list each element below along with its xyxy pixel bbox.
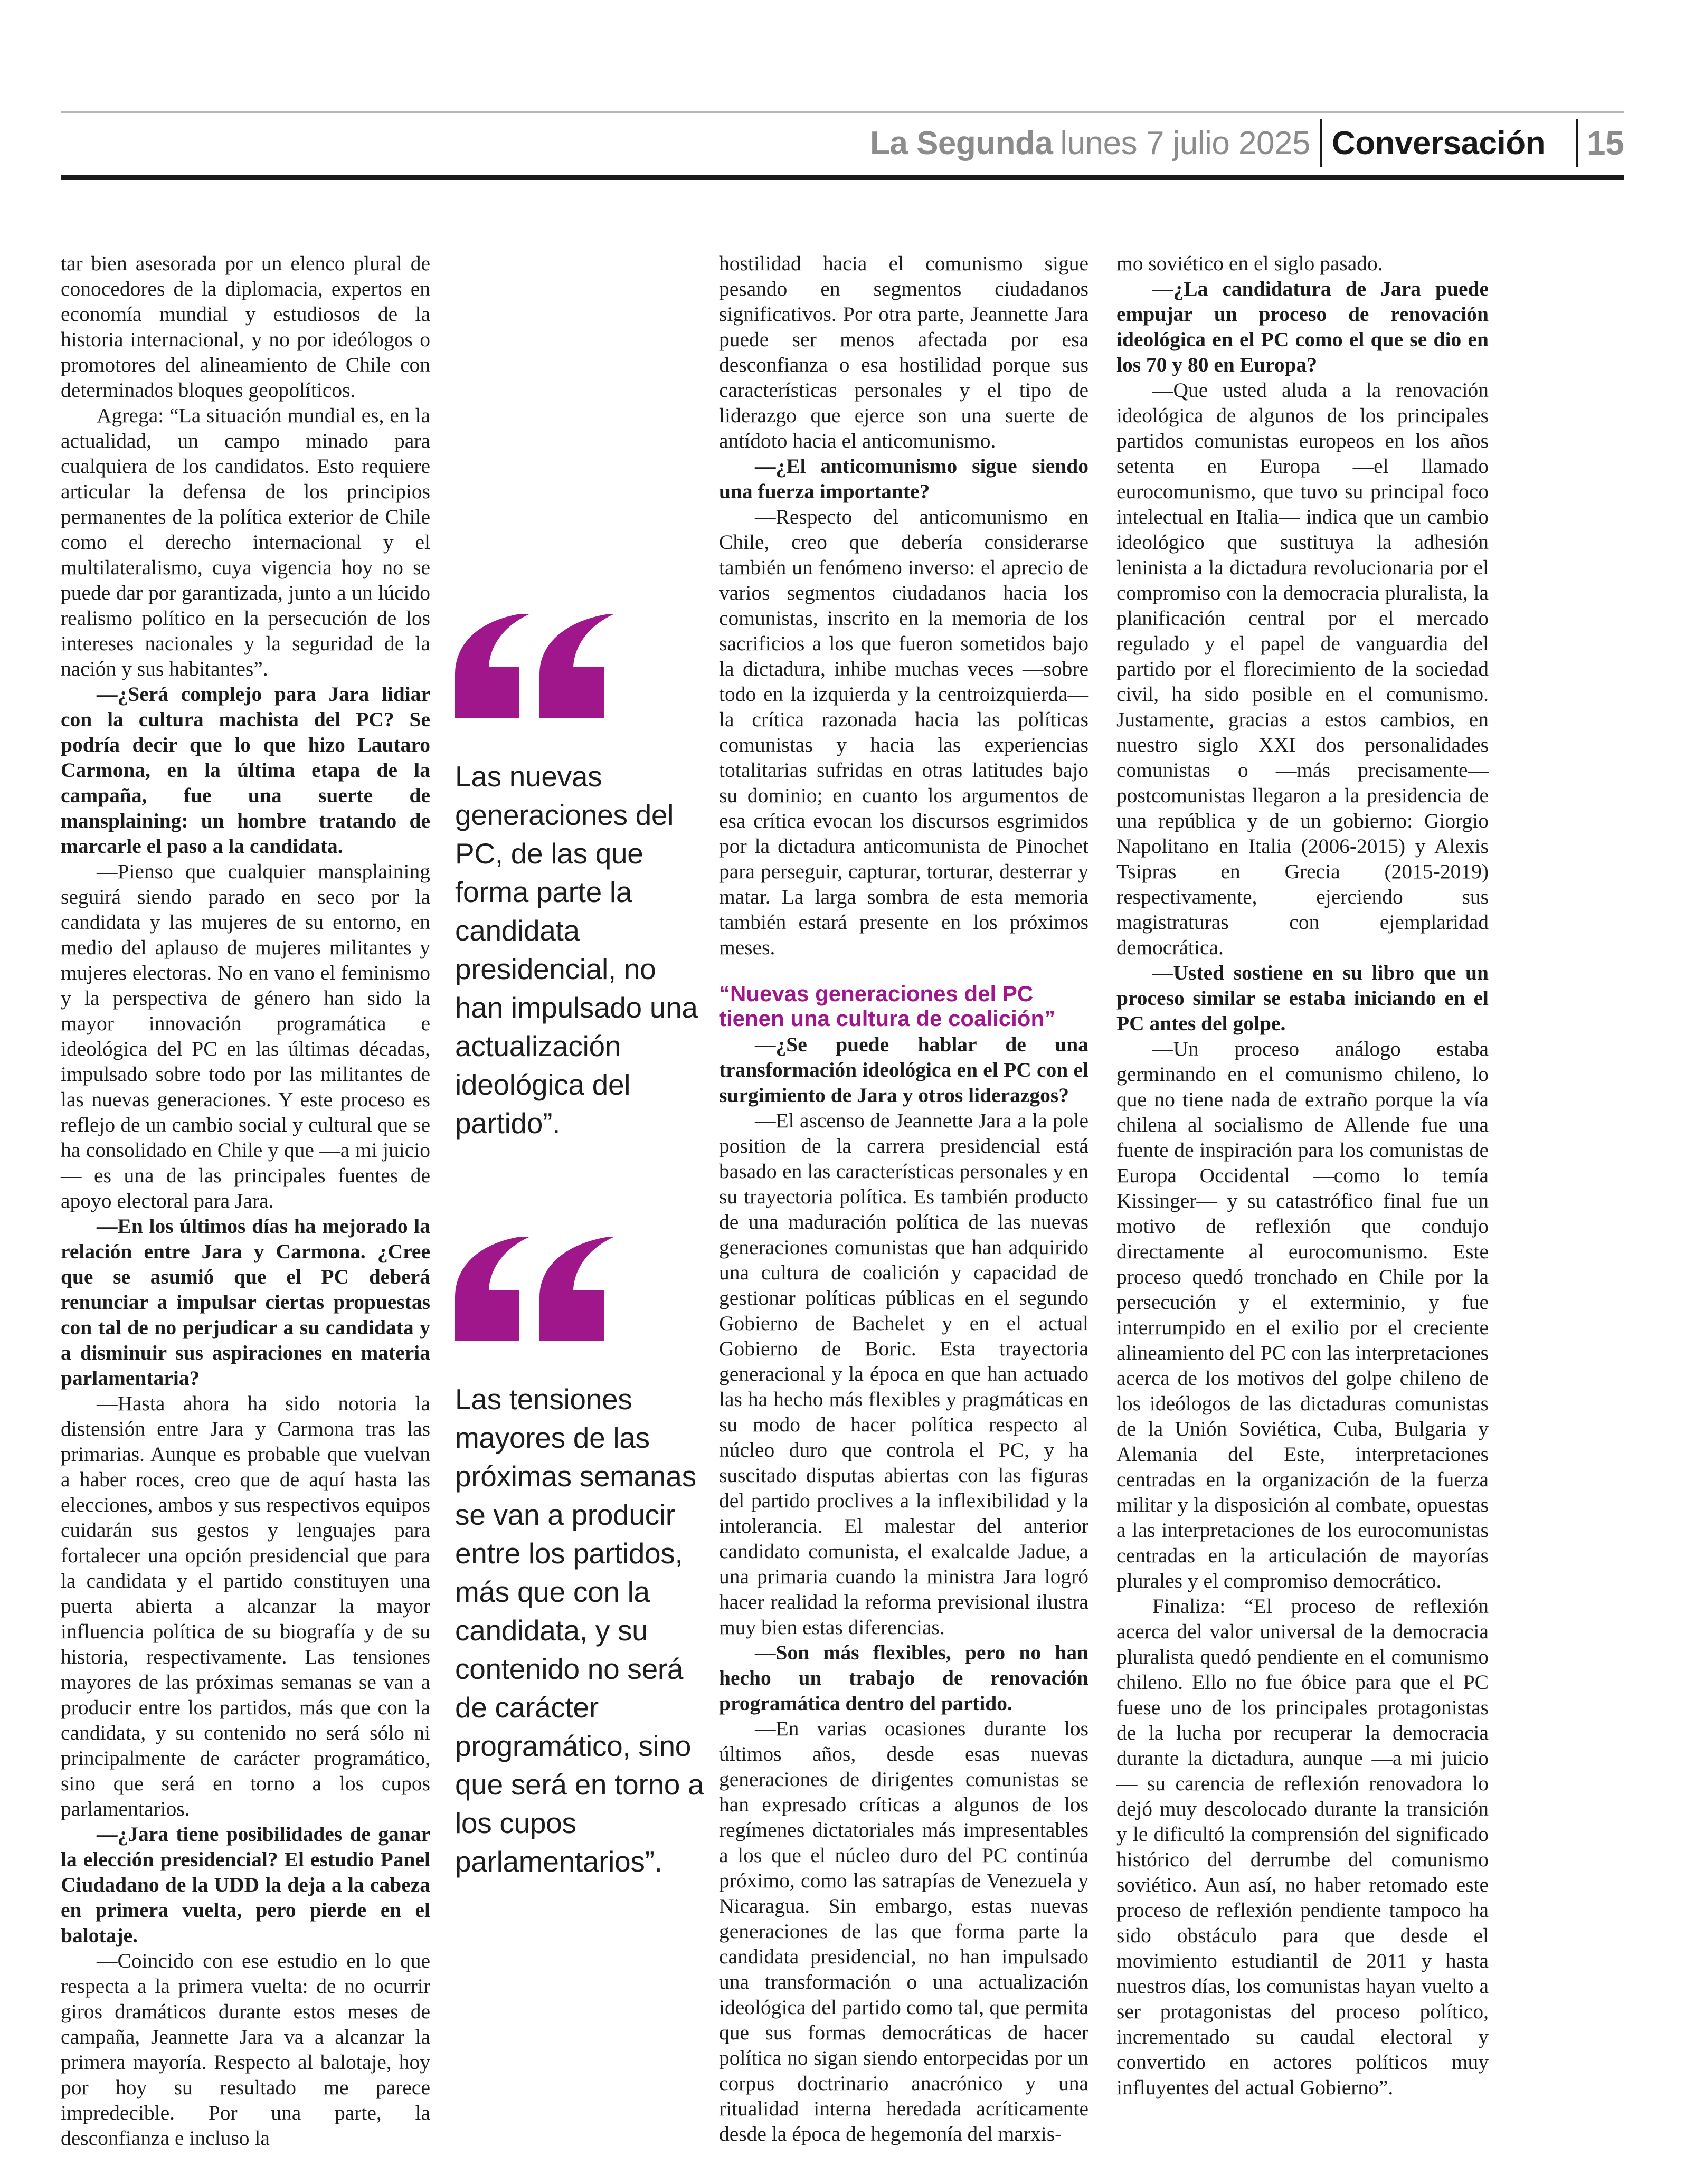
- paragraph: —El ascenso de Jeannette Jara a la pole position de la carrera presidencial está basado en las características personales y en su trayectoria política. Es también producto de una maduración política de las nuevas generaciones comunistas que han adquirido una cultura de coalición y capacidad de gestionar políticas públicas en el segundo Gobierno de Bachelet y en el actual Gobierno de Boric. Esta trayectoria generacional y la época en que han actuado las ha hecho más flexibles y pragmáticas en su modo de hacer política respecto al núcleo duro que controla el PC, y ha suscitado disputas abiertas con las figuras del partido proclives a la inflexibilidad y la intolerancia. El malestar del anterior candidato comunista, el exalcalde Jadue, a una primaria cuando la ministra Jara logró hacer realidad la reforma previsional ilustra muy bien estas diferencias.: [719, 1109, 1088, 1639]
- header-top-rule: [61, 111, 1624, 113]
- article-column-2: [719, 251, 1088, 2145]
- paragraph: —Que usted aluda a la renovación ideológica de algunos de los principales partidos comunistas europeos en los años setenta en Europa —el llamado eurocomunismo, que tuvo su principal foco intelectual en Italia— indica que un cambio ideológico que sustituya la adhesión leninista a la dictadura revolucionaria por el compromiso con la democracia pluralista, la planificación central por el mercado regulado y el papel de vanguardia del partido por el florecimiento de la sociedad civil, ha sido posible en el comunismo. Justamente, gracias a estos cambios, en nuestro siglo XXI dos personalidades comunistas o —más precisamente— postcomunistas llegaron a la presidencia de una república y de un gobierno: Giorgio Napolitano en Italia (2006-2015) y Alexis Tsipras en Grecia (2015-2019) respectivamente, ejerciendo sus magistraturas con ejemplaridad democrática.: [1116, 378, 1489, 959]
- paragraph: tar bien asesorada por un elenco plural de conocedores de la diplomacia, expertos en economía mundial y estudiosos de la historia internacional, y no por ideólogos o promotores del alineamiento de Chile con determinados bloques geopolíticos.: [61, 252, 430, 402]
- interview-question: —Son más flexibles, pero no han hecho un trabajo de renovación programática dentro del partido.: [719, 1641, 1088, 1715]
- page-number-divider: [1576, 119, 1578, 167]
- paragraph: —En varias ocasiones durante los últimos años, desde esas nuevas generaciones de dirigentes comunistas se han expresado críticas a algunos de los regímenes dictatoriales más impresentables a los que el núcleo duro del PC continúa próximo, como las satrapías de Venezuela y Nicaragua. Sin embargo, estas nuevas generaciones de las que forma parte la candidata presidencial, no han impulsado una transformación o una actualización ideológica del partido como tal, que permita que sus formas democráticas de hacer política no sigan siendo entorpecidas por un corpus doctrinario anacrónico y una ritualidad interna heredada acríticamente desde la época de hegemonía del marxis-: [719, 1717, 1088, 2145]
- interview-question: —En los últimos días ha mejorado la relación entre Jara y Carmona. ¿Cree que se asumió que el PC deberá renunciar a impulsar ciertas propuestas con tal de no perjudicar a su candidata y a disminuir sus aspiraciones en materia parlamentaria?: [61, 1214, 430, 1390]
- paragraph: mo soviético en el siglo pasado.: [1116, 252, 1383, 275]
- paragraph: Finaliza: “El proceso de reflexión acerca del valor universal de la democracia pluralista quedó pendiente en el comunismo chileno. Ello no fue óbice para que el PC fuese uno de los principales protagonistas de la lucha por recuperar la democracia durante la dictadura, aunque —a mi juicio— su carencia de reflexión renovadora lo dejó muy descolocado durante la transición y le dificultó la comprensión del significado histórico del derrumbe del comunismo soviético. Aun así, no haber retomado este proceso de reflexión pendiente tampoco ha sido obstáculo para que desde el movimiento estudiantil de 2011 y hasta nuestros días, los comunistas hayan vuelto a ser protagonistas del proceso político, incrementado su caudal electoral y convertido en actores políticos muy influyentes del actual Gobierno”.: [1116, 1594, 1489, 2099]
- paragraph: —Pienso que cualquier mansplaining seguirá siendo parado en seco por la candidata y las mujeres de su entorno, en medio del aplauso de mujeres militantes y mujeres electoras. No en vano el feminismo y la perspectiva de género han sido la mayor innovación programática e ideológica del PC en las últimas décadas, impulsado sobre todo por las militantes de las nuevas generaciones. Y este proceso es reflejo de un cambio social y cultural que se ha consolidado en Chile y que —a mi juicio— es una de las principales fuentes de apoyo electoral para Jara.: [61, 860, 430, 1212]
- interview-question: —¿Jara tiene posibilidades de ganar la elección presidencial? El estudio Panel Ciudadano de la UDD la deja a la cabeza en primera vuelta, pero pierde en el balotaje.: [61, 1822, 430, 1947]
- interview-question: —¿Se puede hablar de una transformación ideológica en el PC con el surgimiento de Jara y otros liderazgos?: [719, 1033, 1088, 1107]
- page-number: 15: [1586, 124, 1624, 162]
- page-number-block: [1576, 117, 1624, 169]
- quote-mark-icon: [455, 612, 613, 718]
- interview-question: —¿Será complejo para Jara lidiar con la cultura machista del PC? Se podría decir que lo que hizo Lautaro Carmona, en la última etapa de la campaña, fue una suerte de mansplaining: un hombre tratando de marcarle el paso a la candidata.: [61, 682, 430, 858]
- paragraph: —Respecto del anticomunismo en Chile, creo que debería considerarse también un fenómeno inverso: el aprecio de varios segmentos ciudadanos hacia los comunistas, inscrito en la memoria de los sacrificios a los que fueron sometidos bajo la dictadura, inhibe muchas veces —sobre todo en la izquierda y la centroizquierda— la crítica razonada hacia las políticas comunistas y hacia las experiencias totalitarias sufridas en otras latitudes bajo su dominio; en cuanto los argumentos de esa crítica evocan los discursos esgrimidos por la dictadura anticomunista de Pinochet para perseguir, capturar, torturar, desterrar y matar. La larga sombra de esta memoria también estará presente en los próximos meses.: [719, 505, 1088, 959]
- paragraph: —Hasta ahora ha sido notoria la distensión entre Jara y Carmona tras las primarias. Aunque es probable que vuelvan a haber roces, creo que de aquí hasta las elecciones, ambos y sus respectivos equipos cuidarán sus gestos y lenguajes para fortalecer una opción presidencial que para la candidata y el partido constituyen una puerta abierta a alcanzar la mayor influencia política de su biografía y de su historia, respectivamente. Las tensiones mayores de las próximas semanas se van a producir entre los partidos, más que con la candidata, y su contenido no será sólo ni principalmente de carácter programático, sino que será en torno a los cupos parlamentarios.: [61, 1392, 430, 1820]
- header-bottom-rule: [61, 175, 1624, 180]
- masthead-divider: [1320, 119, 1322, 167]
- publication-name: La Segunda: [869, 125, 1053, 162]
- interview-question: —Usted sostiene en su libro que un proceso similar se estaba iniciando en el PC antes del golpe.: [1116, 961, 1489, 1035]
- pull-quote-text: Las tensiones mayores de las próximas semanas se van a producir entre los partidos, más que con la candidata, y su contenido no será de carácter programático, sino que será en torno a los cupos parlamentarios”.: [455, 1383, 704, 1878]
- pull-quote-1: [455, 612, 708, 1143]
- article-column-1: [61, 251, 430, 2150]
- masthead: [870, 117, 1545, 169]
- interview-question: —¿El anticomunismo sigue siendo una fuerza importante?: [719, 454, 1088, 503]
- interview-question: —¿La candidatura de Jara puede empujar un proceso de renovación ideológica en el PC como el que se dio en los 70 y 80 en Europa?: [1116, 277, 1489, 376]
- pull-quote-text: Las nuevas generaciones del PC, de las que forma parte la candidata presidencial, no han impulsado una actualización ideológica del partido”.: [455, 760, 698, 1140]
- paragraph: —Un proceso análogo estaba germinando en el comunismo chileno, lo que no tiene nada de extraño porque la vía chilena al socialismo de Allende fue una fuente de inspiración para los comunistas de Europa Occidental —como lo temía Kissinger— y su catastrófico final fue un motivo de reflexión que condujo directamente al eurocomunismo. Este proceso quedó tronchado en Chile por la persecución y el exterminio, y fue interrumpido en el exilio por el creciente alineamiento del PC con las interpretaciones acerca de los motivos del golpe chileno de los ideólogos de las dictaduras comunistas de la Unión Soviética, Cuba, Bulgaria y Alemania del Este, interpretaciones centradas en la organización de la fuerza militar y la disposición al combate, opuestas a las interpretaciones de los eurocomunistas centradas en la articulación de mayorías plurales y el compromiso democrático.: [1116, 1037, 1489, 1592]
- pull-quote-2: [455, 1235, 708, 1881]
- section-subheading: “Nuevas generaciones del PC tienen una cultura de coalición”: [719, 981, 1056, 1031]
- paragraph: Agrega: “La situación mundial es, en la actualidad, un campo minado para cualquiera de los candidatos. Esto requiere articular la defensa de los principios permanentes de la política exterior de Chile como el derecho internacional y el multilateralismo, cuya vigencia hoy no se puede dar por garantizada, junto a un lúcido realismo político en la persecución de los intereses nacionales y la seguridad de la nación y sus habitantes”.: [61, 404, 430, 680]
- article-column-3: [1116, 251, 1489, 2119]
- section-name: Conversación: [1331, 125, 1545, 162]
- paragraph: hostilidad hacia el comunismo sigue pesando en segmentos ciudadanos significativos. Por otra parte, Jeannette Jara puede ser menos afectada por esa desconfianza o esa hostilidad porque sus características personales y el tipo de liderazgo que ejerce son una suerte de antídoto hacia el anticomunismo.: [719, 252, 1088, 452]
- issue-date: lunes 7 julio 2025: [1060, 125, 1310, 162]
- quote-mark-icon: [455, 1235, 613, 1341]
- paragraph: —Coincido con ese estudio en lo que respecta a la primera vuelta: de no ocurrir giros dramáticos durante estos meses de campaña, Jeannette Jara va a alcanzar la primera mayoría. Respecto al balotaje, hoy por hoy su resultado me parece impredecible. Por una parte, la desconfianza e incluso la: [61, 1949, 430, 2150]
